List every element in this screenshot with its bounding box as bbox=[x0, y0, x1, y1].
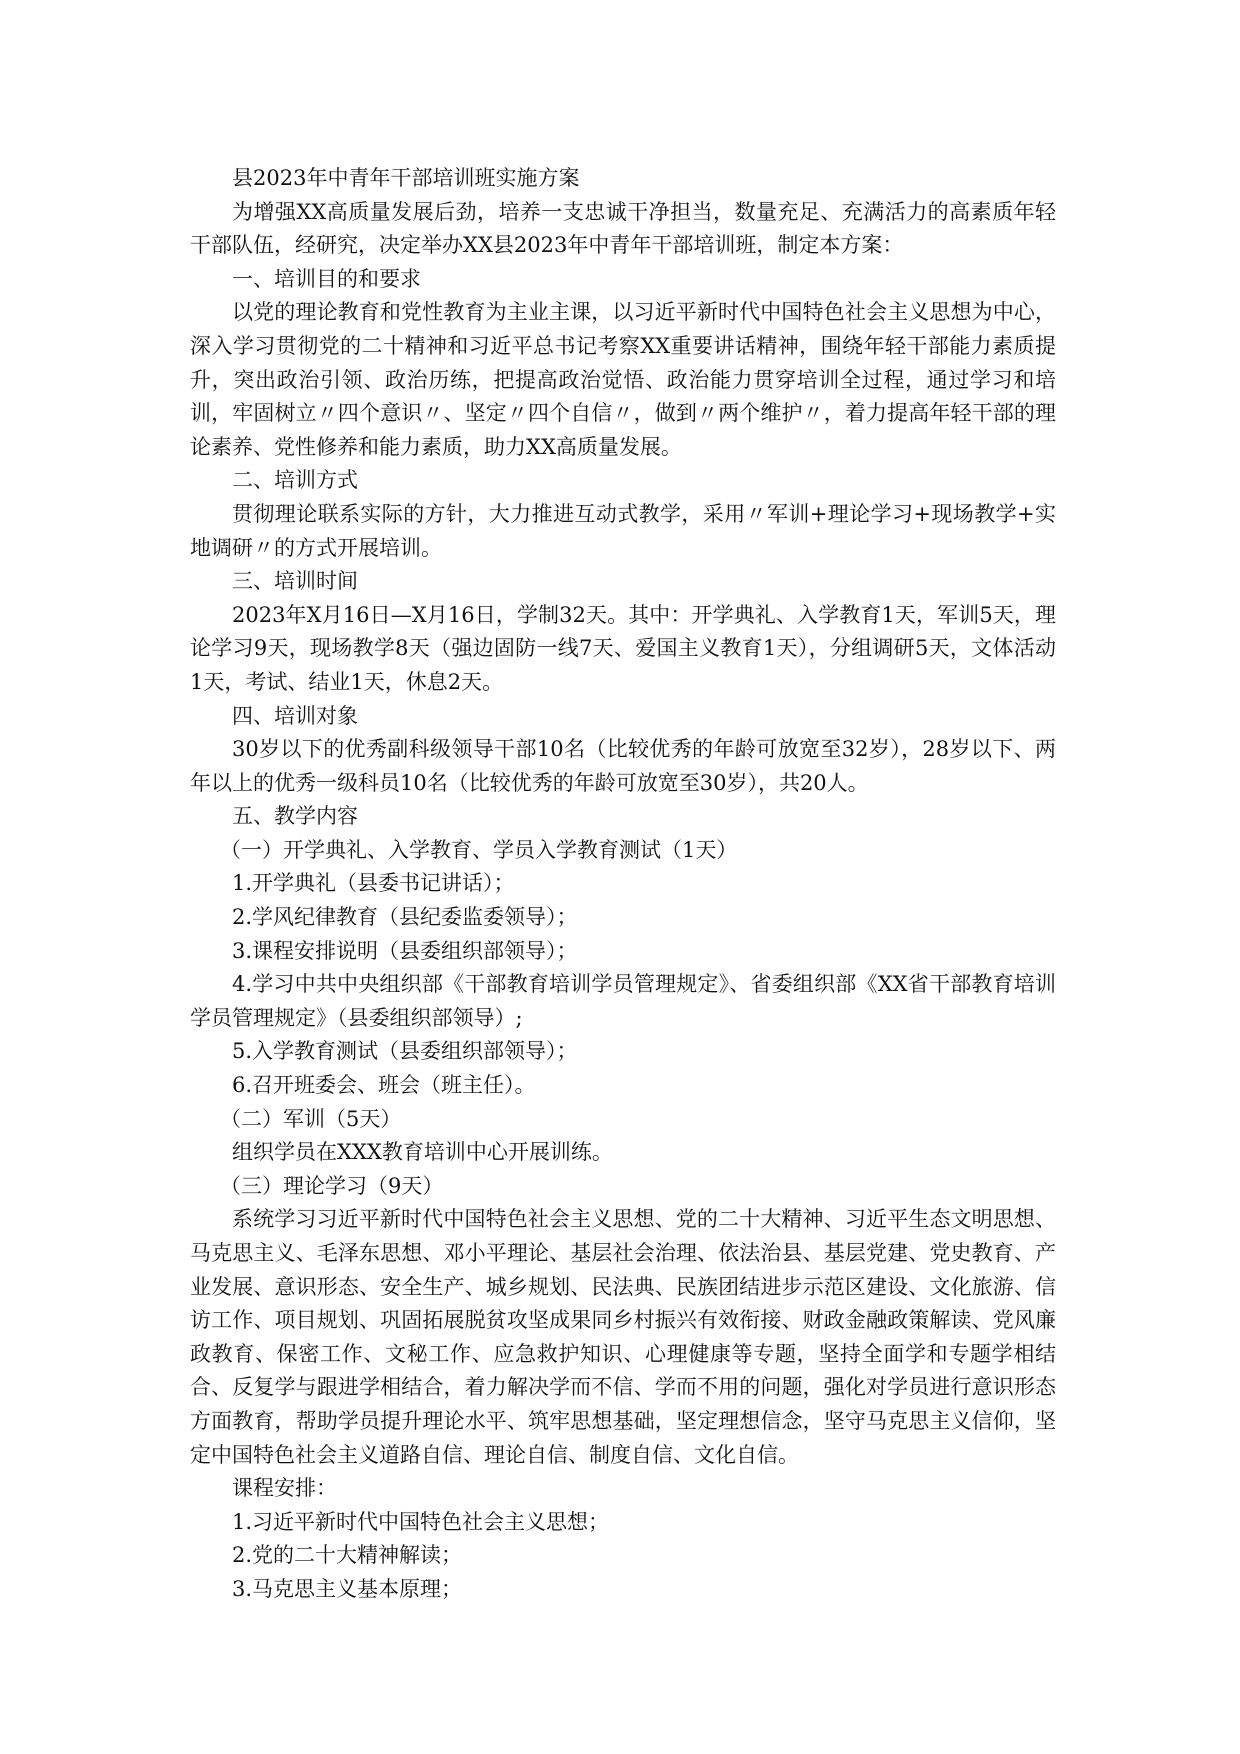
list-item: 3.马克思主义基本原理； bbox=[232, 1576, 463, 1601]
section-body: 2023年X月16日—X月16日，学制32天。其中：开学典礼、入学教育1天，军训5天，理论学习9天，现场教学8天（强边固防一线7天、爱国主义教育1天），分组调研5天，文体活动1天，考试、结业1天，休息2天。 bbox=[190, 602, 1056, 694]
section-heading: 三、培训时间 bbox=[232, 569, 358, 594]
section-body: 系统学习习近平新时代中国特色社会主义思想、党的二十大精神、习近平生态文明思想、马克思主义、毛泽东思想、邓小平理论、基层社会治理、依法治县、基层党建、党史教育、产业发展、意识形态、安全生产、城乡规划、民法典、民族团结进步示范区建设、文化旅游、信访工作、项目规划、巩固拓展脱贫攻坚成果同乡村振兴有效衔接、财政金融政策解读、党风廉政教育、保密工作、文秘工作、应急救护知识、心理健康等专题，坚持全面学和专题学相结合、反复学与跟进学相结合，着力解决学而不信、学而不用的问题，强化对学员进行意识形态方面教育，帮助学员提升理论水平、筑牢思想基础，坚定理想信念，坚守马克思主义信仰，坚定中国特色社会主义道路自信、理论自信、制度自信、文化自信。 bbox=[190, 1207, 1056, 1467]
section-heading: 五、教学内容 bbox=[232, 804, 358, 829]
section-heading: 一、培训目的和要求 bbox=[232, 266, 421, 291]
list-item: 1.开学典礼（县委书记讲话）； bbox=[232, 871, 515, 896]
list-item: 1.习近平新时代中国特色社会主义思想； bbox=[232, 1509, 610, 1534]
subsection-heading: （一）开学典礼、入学教育、学员入学教育测试（1天） bbox=[220, 837, 738, 862]
list-item: 2.党的二十大精神解读； bbox=[232, 1543, 463, 1568]
list-item: 6.召开班委会、班会（班主任）。 bbox=[232, 1073, 536, 1098]
section-body: 贯彻理论联系实际的方针，大力推进互动式教学，采用〃军训+理论学习+现场教学+实地调研〃的方式开展培训。 bbox=[190, 501, 1056, 560]
section-heading: 四、培训对象 bbox=[232, 703, 358, 728]
list-item: 2.学风纪律教育（县纪委监委领导）； bbox=[232, 905, 578, 930]
subsection-heading: （二）军训（5天） bbox=[220, 1106, 402, 1131]
section-heading: 二、培训方式 bbox=[232, 468, 358, 493]
list-item: 4.学习中共中央组织部《干部教育培训学员管理规定》、省委组织部《XX省干部教育培训学员管理规定》（县委组织部领导）; bbox=[190, 972, 1056, 1030]
section-body: 以党的理论教育和党性教育为主业主课，以习近平新时代中国特色社会主义思想为中心，深入学习贯彻党的二十精神和习近平总书记考察XX重要讲话精神，围绕年轻干部能力素质提升，突出政治引领、政治历练，把提高政治觉悟、政治能力贯穿培训全过程，通过学习和培训，牢固树立〃四个意识〃、坚定〃四个自信〃，做到〃两个维护〃，着力提高年轻干部的理论素养、党性修养和能力素质，助力XX高质量发展。 bbox=[190, 300, 1056, 459]
document-title: 县2023年中青年干部培训班实施方案 bbox=[232, 166, 580, 190]
list-item: 5.入学教育测试（县委组织部领导）； bbox=[232, 1039, 578, 1064]
list-item: 3.课程安排说明（县委组织部领导）； bbox=[232, 938, 578, 963]
subsection-heading: （三）理论学习（9天） bbox=[220, 1173, 444, 1198]
course-heading: 课程安排： bbox=[232, 1476, 337, 1501]
intro-paragraph: 为增强XX高质量发展后劲，培养一支忠诚干净担当，数量充足、充满活力的高素质年轻干部队伍，经研究，决定举办XX县2023年中青年干部培训班，制定本方案： bbox=[190, 199, 1056, 258]
document-page bbox=[190, 162, 1056, 1607]
section-body: 组织学员在XXX教育培训中心开展训练。 bbox=[232, 1140, 613, 1165]
section-body: 30岁以下的优秀副科级领导干部10名（比较优秀的年龄可放宽至32岁），28岁以下、两年以上的优秀一级科员10名（比较优秀的年龄可放宽至30岁），共20人。 bbox=[190, 737, 1056, 795]
